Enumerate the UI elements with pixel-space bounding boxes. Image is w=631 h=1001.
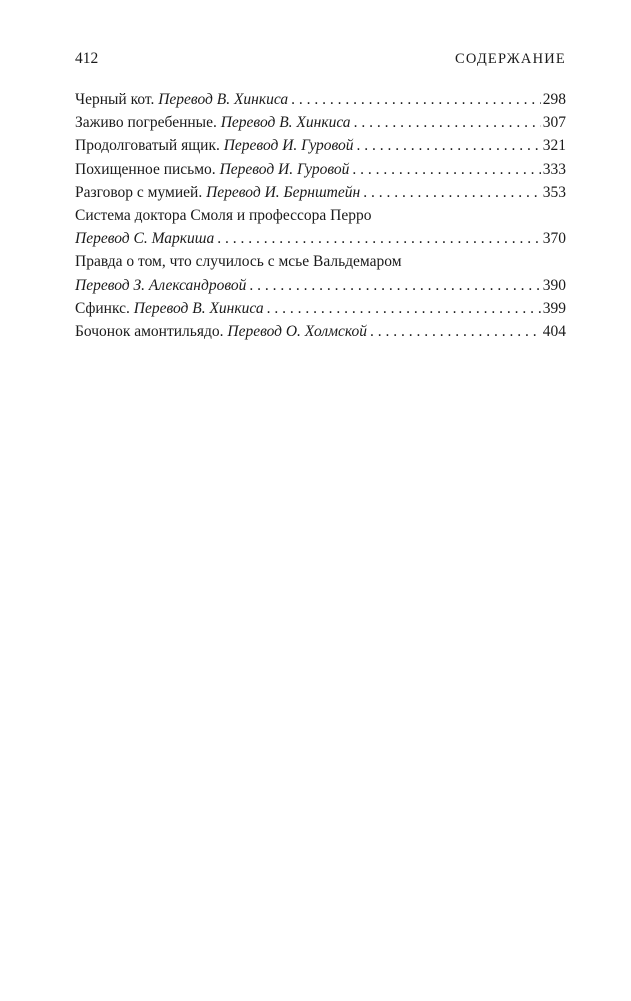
entry-title: Правда о том, что случилось с мсье Вальдемаром <box>75 253 402 271</box>
toc-entry[interactable] <box>75 158 566 181</box>
book-page <box>75 50 566 343</box>
entry-page: 399 <box>542 299 566 317</box>
running-head <box>75 50 566 72</box>
table-of-contents <box>75 88 566 343</box>
entry-title: Продолговатый ящик. <box>75 137 220 155</box>
entry-title: Бочонок амонтильядо. <box>75 323 224 341</box>
entry-translator: Перевод И. Гуровой <box>219 160 350 178</box>
entry-page: 321 <box>542 137 566 155</box>
dot-leader <box>354 111 541 134</box>
entry-page: 333 <box>542 160 566 178</box>
page-number: 412 <box>75 50 99 67</box>
dot-leader <box>370 320 541 343</box>
entry-translator: Перевод В. Хинкиса <box>158 91 289 108</box>
entry-translator: Перевод И. Бернштейн <box>206 183 361 201</box>
entry-page: 353 <box>542 183 566 201</box>
toc-entry[interactable] <box>75 297 566 320</box>
toc-entry[interactable] <box>75 250 566 296</box>
toc-entry[interactable] <box>75 134 566 157</box>
entry-page: 307 <box>542 114 566 132</box>
dot-leader <box>363 181 541 204</box>
dot-leader <box>357 134 541 157</box>
section-title: СОДЕРЖАНИЕ <box>455 51 566 67</box>
toc-entry[interactable] <box>75 181 566 204</box>
entry-translator: Перевод О. Холмской <box>227 323 368 341</box>
entry-page: 370 <box>542 230 566 248</box>
entry-title: Сфинкс. <box>75 299 130 317</box>
entry-translator: Перевод В. Хинкиса <box>220 114 351 132</box>
entry-page: 390 <box>542 276 566 294</box>
toc-entry[interactable] <box>75 204 566 250</box>
entry-translator: Перевод В. Хинкиса <box>133 299 264 317</box>
toc-entry[interactable] <box>75 88 566 111</box>
entry-translator: Перевод С. Маркиша <box>75 230 215 248</box>
toc-entry[interactable] <box>75 320 566 343</box>
toc-entry[interactable] <box>75 111 566 134</box>
entry-translator: Перевод З. Александровой <box>75 276 247 294</box>
entry-title: Разговор с мумией. <box>75 183 203 201</box>
dot-leader <box>217 227 541 250</box>
entry-title: Черный кот. <box>75 91 155 108</box>
dot-leader <box>291 88 541 111</box>
entry-page: 298 <box>542 91 566 108</box>
dot-leader <box>352 158 540 181</box>
entry-title: Похищенное письмо. <box>75 160 216 178</box>
entry-title: Заживо погребенные. <box>75 114 217 132</box>
entry-title: Система доктора Смоля и профессора Перро <box>75 207 372 225</box>
dot-leader <box>267 297 541 320</box>
entry-translator: Перевод И. Гуровой <box>223 137 354 155</box>
entry-page: 404 <box>542 323 566 341</box>
dot-leader <box>249 274 540 297</box>
